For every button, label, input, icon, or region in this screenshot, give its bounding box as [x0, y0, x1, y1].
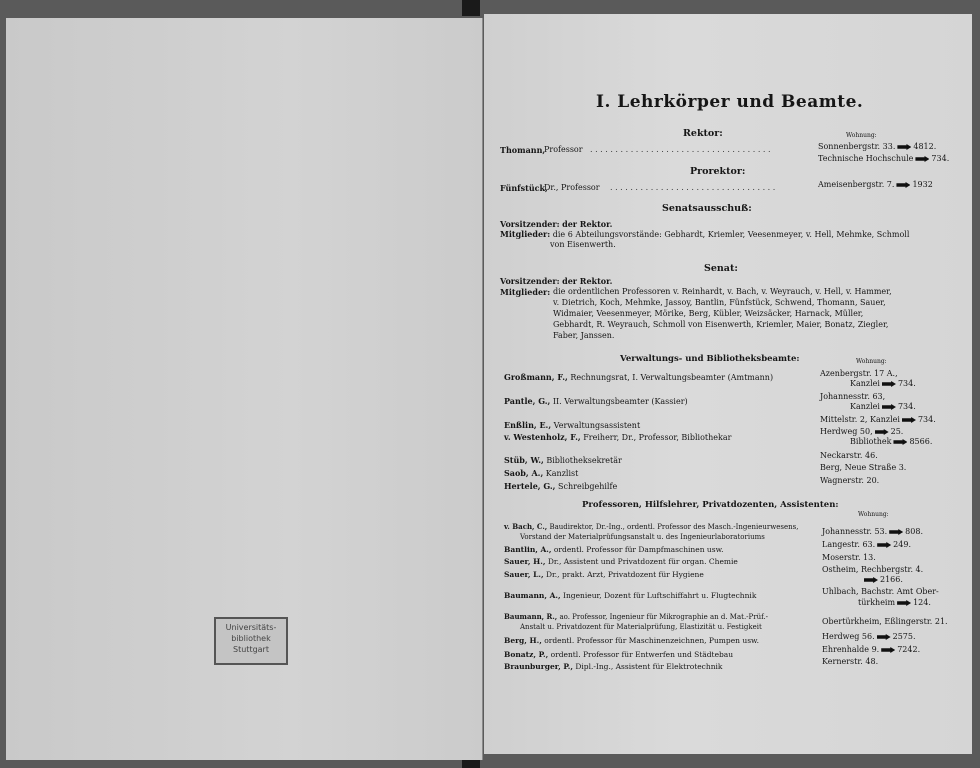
telephone-arrow-icon	[875, 429, 889, 435]
entry-address	[818, 154, 949, 164]
entry-address	[820, 427, 903, 437]
entry-name: Pantle, G.,	[504, 396, 551, 406]
telephone-number: 249.	[893, 540, 911, 549]
entry-name: Saob, A.,	[504, 468, 544, 478]
entry-role: Rechnungsrat, I. Verwaltungsbeamter (Amtmann)	[570, 373, 774, 382]
leader-dots: . . . . . . . . . . . . . . . . . . . . . . . . . . . . . . . . . . . .	[590, 145, 771, 154]
stamp-line: Stuttgart	[233, 645, 269, 654]
entry-role: Kanzlist	[545, 469, 579, 478]
members-text: Widmaier, Veesenmeyer, Mörike, Berg, Kübler, Weizsäcker, Harnack, Müller,	[553, 309, 864, 318]
entry-role: ordentl. Professor für Entwerfen und Städtebau	[550, 650, 734, 659]
stamp-line: Universitäts-	[225, 623, 277, 632]
telephone-number: 734.	[897, 402, 916, 411]
table-row	[504, 481, 617, 492]
entry-address: Azenbergstr. 17 A.,	[820, 369, 898, 378]
telephone-number: 7242.	[897, 645, 921, 654]
chair-value: der Rektor.	[562, 276, 613, 286]
telephone-number: 734.	[897, 379, 916, 388]
entry-address	[850, 437, 932, 447]
members-label: Mitglieder:	[500, 287, 551, 297]
entry-name: Baumann, A.,	[504, 591, 561, 600]
table-row	[504, 468, 578, 479]
members-text: die 6 Abteilungsvorstände: Gebhardt, Kriemler, Veesenmeyer, v. Hell, Mehmke, Schmoll	[552, 230, 910, 239]
telephone-number: 124.	[913, 598, 931, 607]
entry-role: Schreibgehilfe	[558, 482, 618, 491]
chair-value: der Rektor.	[562, 219, 613, 229]
entry-address	[850, 402, 916, 412]
members-row	[500, 229, 909, 240]
entry-role: Dipl.-Ing., Assistent für Elektrotechnik	[575, 662, 723, 671]
entry-role: ordentl. Professor für Dampfmaschinen usw.	[553, 545, 724, 554]
column-label-wohnung: Wohnung:	[846, 132, 877, 139]
entry-role: Dr., Assistent und Privatdozent für organ. Chemie	[547, 557, 738, 566]
entry-address: Moserstr. 13.	[822, 553, 876, 562]
entry-name: Bonatz, P.,	[504, 650, 549, 659]
entry-name: Stüb, W.,	[504, 455, 544, 465]
entry-role: Verwaltungsassistent	[553, 421, 641, 430]
entry-role: Dr., prakt. Arzt, Privatdozent für Hygiene	[546, 570, 704, 579]
entry-address: Kernerstr. 48.	[822, 657, 879, 666]
telephone-number: 8566.	[909, 437, 933, 446]
entry-role: Ingenieur, Dozent für Luftschiffahrt u. Flugtechnik	[563, 591, 757, 600]
section-heading-senatsausschuss: Senatsausschuß:	[662, 203, 752, 214]
entry-role: Freiherr, Dr., Professor, Bibliothekar	[583, 433, 732, 442]
telephone-arrow-icon	[864, 577, 878, 583]
telephone-arrow-icon	[915, 156, 929, 162]
entry-address: Berg, Neue Straße 3.	[820, 463, 907, 472]
entry-name: Fünfstück,	[500, 183, 548, 193]
entry-address	[858, 598, 931, 608]
table-row	[504, 650, 733, 660]
entry-address: Neckarstr. 46.	[820, 451, 878, 460]
entry-address	[862, 575, 903, 585]
stamp-line: bibliothek	[231, 634, 271, 643]
entry-name: Sauer, L.,	[504, 570, 544, 579]
telephone-arrow-icon	[889, 529, 903, 535]
table-row	[504, 432, 731, 443]
members-text: Faber, Janssen.	[553, 331, 615, 340]
telephone-arrow-icon	[902, 417, 916, 423]
telephone-number: 808.	[905, 527, 923, 536]
table-row	[504, 396, 688, 407]
entry-address: Johannesstr. 63,	[820, 392, 886, 401]
address-text: Sonnenbergstr. 33.	[818, 142, 896, 151]
telephone-arrow-icon	[881, 647, 895, 653]
address-text: Langestr. 63.	[822, 540, 876, 549]
entry-address	[822, 632, 916, 642]
members-text: von Eisenwerth.	[550, 240, 616, 249]
telephone-number: 1932	[912, 180, 933, 189]
telephone-arrow-icon	[893, 439, 907, 445]
entry-address: Obertürkheim, Eßlingerstr. 21.	[822, 617, 948, 626]
address-text: türkheim	[858, 598, 896, 607]
telephone-arrow-icon	[882, 404, 896, 410]
telephone-arrow-icon	[897, 600, 911, 606]
telephone-arrow-icon	[877, 542, 891, 548]
chair-label: Vorsitzender:	[500, 276, 560, 286]
column-label-wohnung: Wohnung:	[856, 358, 887, 365]
entry-name: Bantlin, A.,	[504, 545, 552, 554]
chair-row	[500, 276, 612, 287]
entry-address	[822, 645, 920, 655]
entry-name: Braunburger, P.,	[504, 662, 573, 671]
entry-address: Ostheim, Rechbergstr. 4.	[822, 565, 924, 574]
table-row	[504, 591, 756, 601]
telephone-arrow-icon	[896, 182, 910, 188]
leader-dots: . . . . . . . . . . . . . . . . . . . . . . . . . . . . . . . . .	[610, 183, 776, 192]
address-text: Kanzlei	[850, 402, 880, 411]
entry-name: v. Bach, C.,	[504, 522, 548, 531]
table-row	[504, 545, 724, 555]
members-label: Mitglieder:	[500, 229, 551, 239]
telephone-number: 25.	[890, 427, 904, 436]
entry-name: Baumann, R.,	[504, 612, 558, 621]
entry-role: Bibliotheksekretär	[546, 456, 622, 465]
column-label-wohnung: Wohnung:	[858, 511, 889, 518]
telephone-number: 734.	[931, 154, 950, 163]
section-heading-senat: Senat:	[704, 263, 738, 274]
entry-name: Sauer, H.,	[504, 557, 546, 566]
entry-role: Baudirektor, Dr.-Ing., ordentl. Professor des Masch.-Ingenieurwesens,	[549, 523, 799, 531]
table-row	[504, 662, 722, 672]
entry-name: Großmann, F.,	[504, 372, 568, 382]
address-text: Herdweg 56.	[822, 632, 875, 641]
table-row	[504, 612, 768, 622]
page-title: I. Lehrkörper und Beamte.	[596, 92, 864, 112]
entry-role: Professor	[544, 145, 583, 154]
telephone-number: 734.	[917, 415, 936, 424]
entry-name: Berg, H.,	[504, 636, 542, 645]
entry-address	[818, 142, 936, 152]
address-text: Ehrenhalde 9.	[822, 645, 880, 654]
telephone-arrow-icon	[877, 634, 891, 640]
entry-address	[822, 540, 911, 550]
entry-role: ordentl. Professor für Maschinenzeichnen, Pumpen usw.	[544, 636, 759, 645]
address-text: Technische Hochschule	[818, 154, 914, 163]
entry-role: Dr., Professor	[544, 183, 600, 192]
entry-address	[822, 527, 923, 537]
section-heading-prorektor: Prorektor:	[690, 166, 746, 177]
chair-label: Vorsitzender:	[500, 219, 560, 229]
section-heading-verwaltung: Verwaltungs- und Bibliotheksbeamte:	[620, 354, 800, 364]
entry-name: Enßlin, E.,	[504, 420, 552, 430]
table-row	[504, 557, 738, 567]
address-text: Johannesstr. 53.	[822, 527, 888, 536]
telephone-arrow-icon	[897, 144, 911, 150]
address-text: Ameisenbergstr. 7.	[818, 180, 895, 189]
library-stamp	[214, 617, 288, 665]
telephone-number: 2575.	[892, 632, 916, 641]
entry-address	[820, 415, 936, 425]
entry-role: ao. Professor, Ingenieur für Mikrographie an d. Mat.-Prüf.-	[559, 613, 769, 621]
entry-name: v. Westenholz, F.,	[504, 432, 581, 442]
entry-address: Wagnerstr. 20.	[820, 476, 880, 485]
entry-role: Anstalt u. Privatdozent für Materialprüfung, Elastizität u. Festigkeit	[520, 623, 762, 631]
address-text: Herdweg 50,	[820, 427, 873, 436]
entry-address	[850, 379, 916, 389]
table-row	[504, 420, 640, 431]
entry-name: Thomann,	[500, 145, 546, 155]
table-row	[504, 636, 759, 646]
address-text: Mittelstr. 2, Kanzlei	[820, 415, 900, 424]
table-row	[504, 455, 622, 466]
section-heading-professoren: Professoren, Hilfslehrer, Privatdozenten, Assistenten:	[582, 500, 839, 510]
members-text: Gebhardt, R. Weyrauch, Schmoll von Eisenwerth, Kriemler, Maier, Bonatz, Ziegler,	[553, 320, 889, 329]
members-text: die ordentlichen Professoren v. Reinhardt, v. Bach, v. Weyrauch, v. Hell, v. Hammer,	[553, 287, 892, 296]
table-row	[504, 570, 704, 580]
section-heading-rektor: Rektor:	[683, 128, 723, 139]
entry-address	[818, 180, 933, 190]
entry-address: Uhlbach, Bachstr. Amt Ober-	[822, 587, 939, 596]
telephone-number: 2166.	[880, 575, 903, 584]
table-row	[504, 372, 773, 383]
entry-role: II. Verwaltungsbeamter (Kassier)	[552, 397, 688, 406]
entry-name: Hertele, G.,	[504, 481, 556, 491]
address-text: Bibliothek	[850, 437, 892, 446]
address-text: Kanzlei	[850, 379, 880, 388]
telephone-number: 4812.	[913, 142, 937, 151]
entry-role: Vorstand der Materialprüfungsanstalt u. des Ingenieurlaboratoriums	[520, 533, 765, 541]
binding-clip-top	[462, 0, 480, 16]
members-text: v. Dietrich, Koch, Mehmke, Jassoy, Bantlin, Fünfstück, Schwend, Thomann, Sauer,	[553, 298, 886, 307]
telephone-arrow-icon	[882, 381, 896, 387]
table-row	[504, 522, 798, 532]
